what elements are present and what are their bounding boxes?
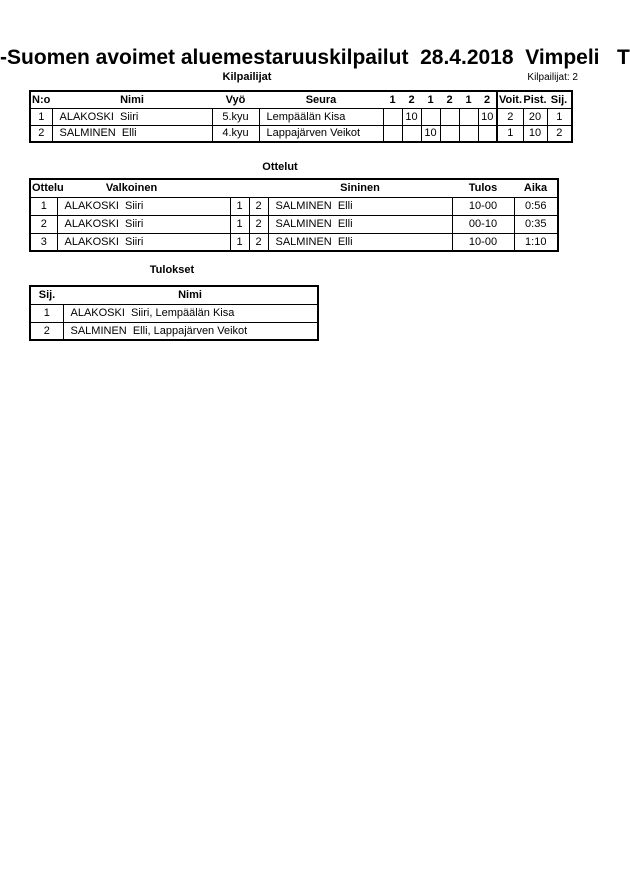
round-score: [421, 108, 440, 125]
col-header-seura: Seura: [259, 91, 383, 108]
competitor-count-label: Kilpailijat: 2: [527, 72, 578, 83]
competitor-no: 1: [30, 108, 52, 125]
match-no: 3: [30, 233, 57, 251]
match-row: [30, 215, 558, 233]
col-header-tulos: Tulos: [452, 179, 514, 197]
col-header-nimi: Nimi: [63, 286, 318, 304]
round-score: [440, 108, 459, 125]
competitor-belt: 4.kyu: [212, 125, 259, 142]
competitor-row: [30, 108, 572, 125]
competitor-points: 20: [523, 108, 547, 125]
results-header-row: [30, 286, 318, 304]
blue-competitor: SALMINEN Elli: [268, 197, 452, 215]
blue-competitor-no: 2: [249, 233, 268, 251]
matches-header-row: [30, 179, 558, 197]
col-header-valkoinen: Valkoinen: [57, 179, 230, 197]
competitor-club: Lempäälän Kisa: [259, 108, 383, 125]
round-score: [383, 108, 402, 125]
competitor-rank: 1: [547, 108, 572, 125]
competitor-wins: 1: [497, 125, 523, 142]
round-score: 10: [478, 108, 497, 125]
competitor-wins: 2: [497, 108, 523, 125]
match-result: 10-00: [452, 197, 514, 215]
col-header-round-2: 2: [402, 91, 421, 108]
round-score: [383, 125, 402, 142]
competitor-name: ALAKOSKI Siiri: [52, 108, 212, 125]
round-score: [459, 125, 478, 142]
col-header-sininen: Sininen: [268, 179, 452, 197]
round-score: 10: [421, 125, 440, 142]
competitors-section-title: Kilpailijat: [222, 71, 272, 83]
match-no: 2: [30, 215, 57, 233]
results-table: [29, 285, 319, 341]
col-header-nimi: Nimi: [52, 91, 212, 108]
col-header-round-1: 1: [383, 91, 402, 108]
col-header-vyo: Vyö: [212, 91, 259, 108]
competitor-row: [30, 125, 572, 142]
white-competitor: ALAKOSKI Siiri: [57, 215, 230, 233]
col-header-blue-no: [249, 179, 268, 197]
blue-competitor-no: 2: [249, 215, 268, 233]
competitor-name: SALMINEN Elli: [52, 125, 212, 142]
match-no: 1: [30, 197, 57, 215]
match-result: 00-10: [452, 215, 514, 233]
col-header-sij: Sij.: [30, 286, 63, 304]
round-score: [402, 125, 421, 142]
col-header-round-5: 1: [459, 91, 478, 108]
round-score: [440, 125, 459, 142]
result-name: SALMINEN Elli, Lappajärven Veikot: [63, 322, 318, 340]
col-header-sij: Sij.: [547, 91, 572, 108]
competitor-no: 2: [30, 125, 52, 142]
competitor-points: 10: [523, 125, 547, 142]
white-competitor-no: 1: [230, 233, 249, 251]
col-header-aika: Aika: [514, 179, 558, 197]
round-score: [478, 125, 497, 142]
result-rank: 1: [30, 304, 63, 322]
round-score: 10: [402, 108, 421, 125]
white-competitor-no: 1: [230, 215, 249, 233]
blue-competitor: SALMINEN Elli: [268, 233, 452, 251]
page-title: -Suomen avoimet aluemestaruuskilpailut 28.4.2018 Vimpeli T: [0, 46, 630, 69]
white-competitor: ALAKOSKI Siiri: [57, 197, 230, 215]
match-time: 0:56: [514, 197, 558, 215]
match-time: 1:10: [514, 233, 558, 251]
match-time: 0:35: [514, 215, 558, 233]
white-competitor-no: 1: [230, 197, 249, 215]
blue-competitor-no: 2: [249, 197, 268, 215]
match-row: [30, 233, 558, 251]
result-rank: 2: [30, 322, 63, 340]
matches-table: [29, 178, 559, 252]
col-header-round-4: 2: [440, 91, 459, 108]
competitor-belt: 5.kyu: [212, 108, 259, 125]
col-header-voit: Voit.: [497, 91, 523, 108]
result-row: [30, 304, 318, 322]
competitor-rank: 2: [547, 125, 572, 142]
col-header-pist: Pist.: [523, 91, 547, 108]
match-row: [30, 197, 558, 215]
result-row: [30, 322, 318, 340]
competitors-table: [29, 90, 573, 143]
col-header-ottelu: Ottelu: [30, 179, 57, 197]
col-header-round-3: 1: [421, 91, 440, 108]
results-section-title: Tulokset: [149, 264, 195, 276]
white-competitor: ALAKOSKI Siiri: [57, 233, 230, 251]
competitors-header-row: [30, 91, 572, 108]
matches-section-title: Ottelut: [262, 161, 298, 173]
col-header-white-no: [230, 179, 249, 197]
match-result: 10-00: [452, 233, 514, 251]
round-score: [459, 108, 478, 125]
col-header-round-6: 2: [478, 91, 497, 108]
competitor-club: Lappajärven Veikot: [259, 125, 383, 142]
result-name: ALAKOSKI Siiri, Lempäälän Kisa: [63, 304, 318, 322]
blue-competitor: SALMINEN Elli: [268, 215, 452, 233]
col-header-no: N:o: [30, 91, 52, 108]
